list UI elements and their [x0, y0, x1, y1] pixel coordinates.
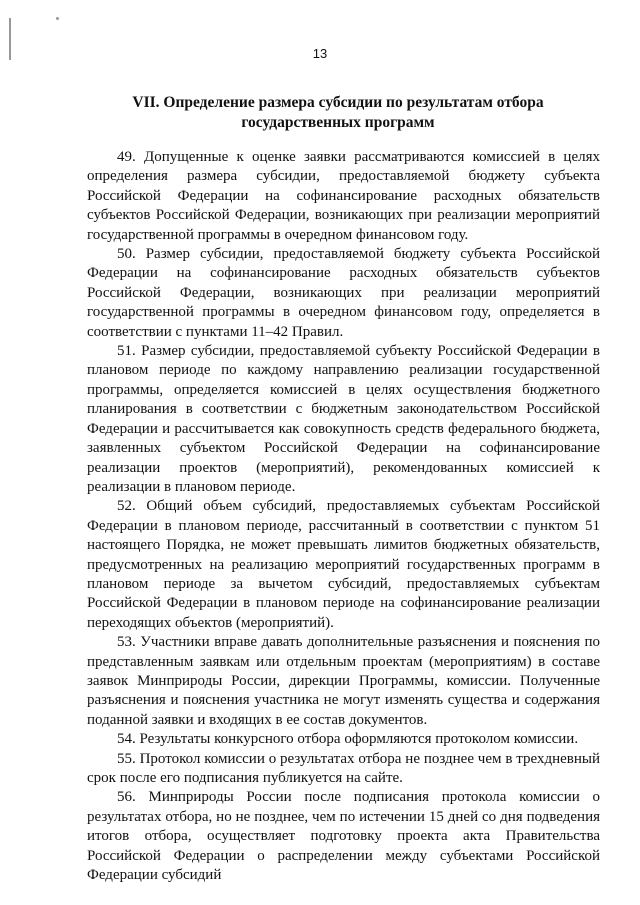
page-number: 13: [312, 46, 328, 61]
paragraph-50: 50. Размер субсидии, предоставляемой бюджету субъекта Российской Федерации на софинансирование расходных обязательств субъектов Российской Федерации, возникающих при реализации мероприятий государственной программы в очередном финансовом году, определяется в соответствии с пунктами 11–42 Правил.: [87, 246, 600, 340]
paragraph-51: 51. Размер субсидии, предоставляемой субъекту Российской Федерации в плановом периоде по каждому направлению реализации государственной программы, определяется комиссией в целях осуществления бюджетного планирования в соответствии с бюджетным законодательством Российской Федерации и рассчитывается как совокупность средств федерального бюджета, заявленных субъектом Российской Федерации на софинансирование реализации проектов (мероприятий), рекомендованных комиссией к реализации в плановом периоде.: [87, 343, 600, 495]
section-title: VII. Определение размера субсидии по результатам отбора государственных программ: [132, 94, 544, 131]
document-body: [87, 148, 600, 885]
paragraph-54: 54. Результаты конкурсного отбора оформляются протоколом комиссии.: [117, 731, 579, 748]
paragraph-55: 55. Протокол комиссии о результатах отбора не позднее чем в трехдневный срок после его подписания публикуется на сайте.: [87, 750, 600, 786]
paragraph-56: 56. Минприроды России после подписания протокола комиссии о результатах отбора, но не позднее, чем по истечении 15 дней со дня подведения итогов отбора, осуществляет подготовку проекта акта Правительства Российской Федерации о распределении между субъектами Российской Федерации субсидий: [87, 789, 600, 884]
scan-speck: [56, 17, 59, 20]
paragraph-49: 49. Допущенные к оценке заявки рассматриваются комиссией в целях определения размера субсидии, предоставляемой бюджету субъекта Российской Федерации на софинансирование расходных обязательств субъектов Российской Федерации, возникающих при реализации мероприятий государственной программы в очередном финансовом году.: [87, 149, 600, 243]
paragraph-52: 52. Общий объем субсидий, предоставляемых субъектам Российской Федерации в плановом периоде, рассчитанный в соответствии с пунктом 51 настоящего Порядка, не может превышать лимитов бюджетных обязательств, предусмотренных на реализацию мероприятий государственных программ в плановом периоде за вычетом субсидий, предоставляемых субъектам Российской Федерации в плановом периоде на софинансирование реализации переходящих объектов (мероприятий).: [87, 498, 600, 631]
paragraph-53: 53. Участники вправе давать дополнительные разъяснения и пояснения по представленным заявкам или отдельным проектам (мероприятиям) в составе заявок Минприроды России, дирекции Программы, комиссии. Полученные разъяснения и пояснения участника не могут изменять существа и содержания поданной заявки и входящих в ее состав документов.: [87, 634, 600, 728]
